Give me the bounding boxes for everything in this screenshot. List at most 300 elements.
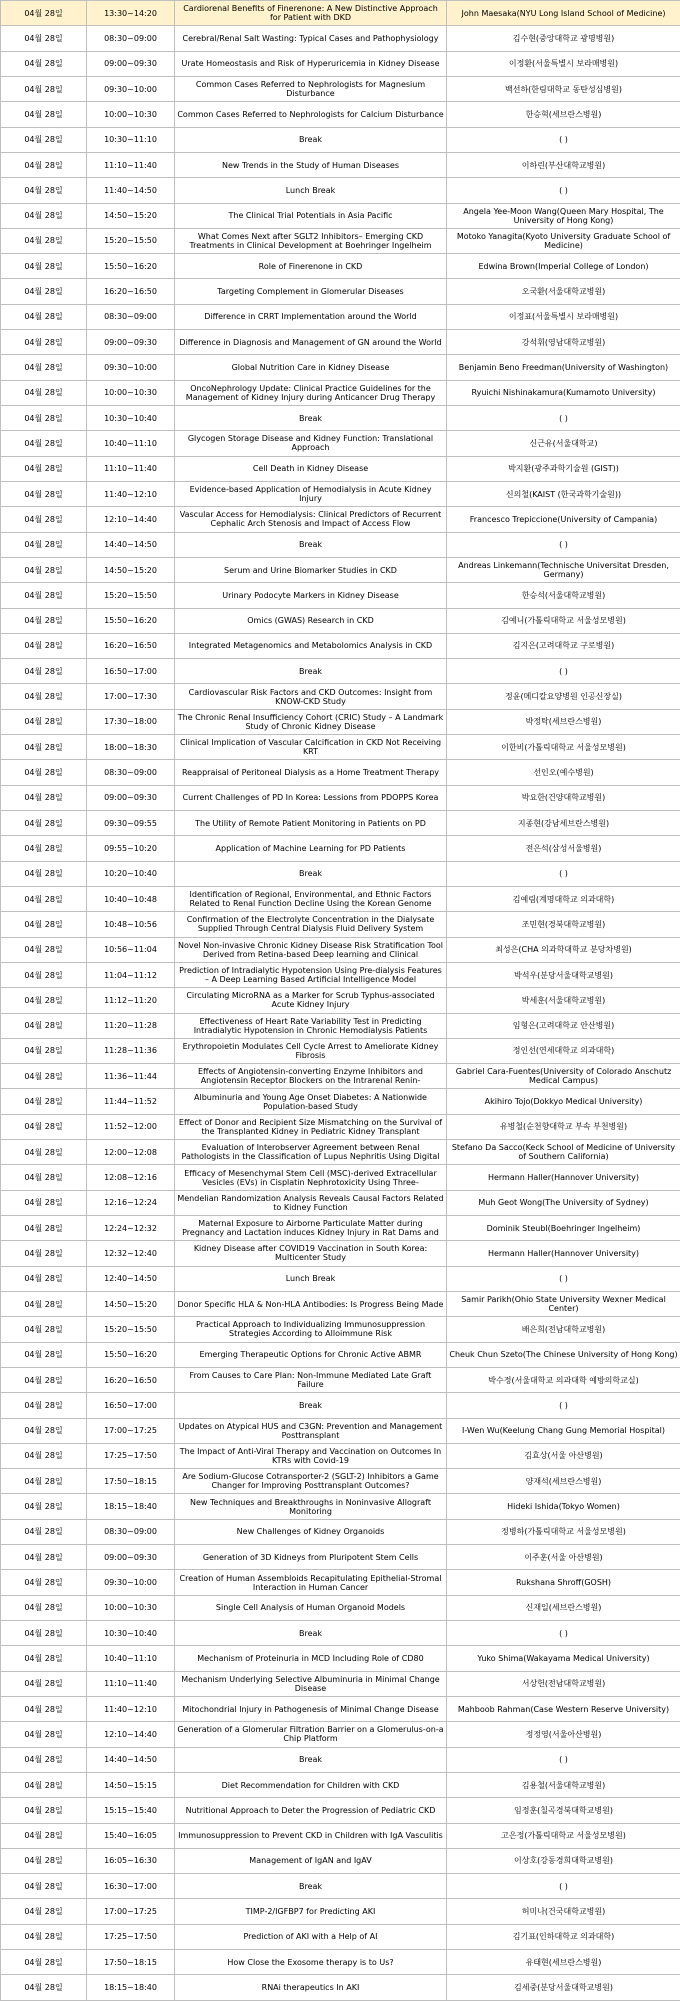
date-cell: 04월 28일 [1,1747,87,1772]
session-title-cell: Omics (GWAS) Research in CKD [175,608,447,633]
date-cell: 04월 28일 [1,178,87,203]
table-row [1,557,680,582]
session-title-cell: Immunosuppression to Prevent CKD in Children with IgA Vasculitis [175,1823,447,1848]
time-cell: 09:30~10:00 [87,76,175,101]
date-cell: 04월 28일 [1,1469,87,1494]
date-cell: 04월 28일 [1,1494,87,1519]
speaker-cell: ( ) [447,1874,680,1899]
table-row [1,456,680,481]
table-row [1,861,680,886]
table-row [1,507,680,532]
table-row [1,355,680,380]
date-cell: 04월 28일 [1,481,87,506]
session-title-cell: Serum and Urine Biomarker Studies in CKD [175,557,447,582]
session-title-cell: Break [175,1621,447,1646]
speaker-cell: 이주훈(서울 아산병원) [447,1545,680,1570]
speaker-cell: Ryuichi Nishinakamura(Kumamoto University) [447,380,680,405]
session-title-cell: Identification of Regional, Environmental, and Ethnic Factors Related to Renal Function Decline Using the Korean Genome [175,886,447,911]
session-title-cell: The Impact of Anti-Viral Therapy and Vaccination on Outcomes In KTRs with Covid-19 [175,1443,447,1468]
table-row [1,684,680,709]
table-row [1,127,680,152]
session-title-cell: Break [175,406,447,431]
speaker-cell: 김예니(가톨릭대학교 서울성모병원) [447,608,680,633]
table-row [1,178,680,203]
session-title-cell: Targeting Complement in Glomerular Diseases [175,279,447,304]
time-cell: 17:30~18:00 [87,709,175,734]
date-cell: 04월 28일 [1,1975,87,2001]
session-title-cell: TIMP-2/IGFBP7 for Predicting AKI [175,1899,447,1924]
table-row [1,962,680,987]
speaker-cell: 지종현(강남세브란스병원) [447,811,680,836]
time-cell: 14:50~15:15 [87,1772,175,1797]
time-cell: 11:10~11:40 [87,456,175,481]
speaker-cell: Francesco Trepiccione(University of Campania) [447,507,680,532]
speaker-cell: 박요한(건양대학교병원) [447,785,680,810]
time-cell: 11:40~14:50 [87,178,175,203]
date-cell: 04월 28일 [1,633,87,658]
speaker-cell: Edwina Brown(Imperial College of London) [447,254,680,279]
date-cell: 04월 28일 [1,26,87,51]
date-cell: 04월 28일 [1,1165,87,1190]
time-cell: 09:55~10:20 [87,836,175,861]
time-cell: 16:50~17:00 [87,1393,175,1418]
table-row [1,330,680,355]
session-title-cell: Mechanism Underlying Selective Albuminuria in Minimal Change Disease [175,1671,447,1696]
date-cell: 04월 28일 [1,279,87,304]
speaker-cell: ( ) [447,659,680,684]
time-cell: 09:30~10:00 [87,1570,175,1595]
speaker-cell: 박지환(광주과학기술원 (GIST)) [447,456,680,481]
date-cell: 04월 28일 [1,962,87,987]
speaker-cell: 정병하(가톨릭대학교 서울성모병원) [447,1519,680,1544]
table-row [1,1114,680,1139]
date-cell: 04월 28일 [1,228,87,253]
time-cell: 17:50~18:15 [87,1950,175,1975]
session-title-cell: OncoNephrology Update: Clinical Practice Guidelines for the Management of Kidney Injury during Anticancer Drug Therapy [175,380,447,405]
date-cell: 04월 28일 [1,1671,87,1696]
date-cell: 04월 28일 [1,1,87,26]
table-row [1,532,680,557]
time-cell: 09:00~09:30 [87,1545,175,1570]
session-title-cell: New Trends in the Study of Human Diseases [175,152,447,177]
session-title-cell: The Utility of Remote Patient Monitoring in Patients on PD [175,811,447,836]
session-title-cell: Difference in Diagnosis and Management of GN around the World [175,330,447,355]
table-row [1,1570,680,1595]
date-cell: 04월 28일 [1,659,87,684]
speaker-cell: 최성은(CHA 의과학대학교 분당차병원) [447,937,680,962]
time-cell: 11:40~12:10 [87,1696,175,1721]
session-title-cell: Break [175,1874,447,1899]
date-cell: 04월 28일 [1,1646,87,1671]
session-title-cell: Current Challenges of PD In Korea: Lessions from PDOPPS Korea [175,785,447,810]
date-cell: 04월 28일 [1,811,87,836]
time-cell: 11:44~11:52 [87,1089,175,1114]
time-cell: 12:24~12:32 [87,1216,175,1241]
session-title-cell: The Clinical Trial Potentials in Asia Pacific [175,203,447,228]
date-cell: 04월 28일 [1,1089,87,1114]
session-title-cell: Common Cases Referred to Nephrologists for Calcium Disturbance [175,102,447,127]
speaker-cell: Yuko Shima(Wakayama Medical University) [447,1646,680,1671]
table-row [1,1266,680,1291]
time-cell: 16:20~16:50 [87,633,175,658]
date-cell: 04월 28일 [1,1545,87,1570]
table-row [1,1291,680,1316]
date-cell: 04월 28일 [1,1772,87,1797]
table-row [1,1418,680,1443]
date-cell: 04월 28일 [1,1393,87,1418]
date-cell: 04월 28일 [1,1874,87,1899]
session-title-cell: How Close the Exosome therapy is to Us? [175,1950,447,1975]
table-row [1,886,680,911]
time-cell: 17:50~18:15 [87,1469,175,1494]
time-cell: 10:30~11:10 [87,127,175,152]
speaker-cell: Samir Parikh(Ohio State University Wexner Medical Center) [447,1291,680,1316]
time-cell: 18:15~18:40 [87,1494,175,1519]
speaker-cell: Andreas Linkemann(Technische Universitat Dresden, Germany) [447,557,680,582]
table-row [1,659,680,684]
speaker-cell: John Maesaka(NYU Long Island School of Medicine) [447,1,680,26]
table-row [1,203,680,228]
table-row [1,1874,680,1899]
table-row [1,988,680,1013]
date-cell: 04월 28일 [1,886,87,911]
table-row [1,406,680,431]
date-cell: 04월 28일 [1,988,87,1013]
session-title-cell: Integrated Metagenomics and Metabolomics Analysis in CKD [175,633,447,658]
speaker-cell: Motoko Yanagita(Kyoto University Graduate School of Medicine) [447,228,680,253]
table-row [1,279,680,304]
time-cell: 10:00~10:30 [87,1595,175,1620]
time-cell: 14:40~14:50 [87,532,175,557]
speaker-cell: 한승석(서울대학교병원) [447,583,680,608]
table-row [1,1,680,26]
session-title-cell: New Challenges of Kidney Organoids [175,1519,447,1544]
speaker-cell: Cheuk Chun Szeto(The Chinese University of Hong Kong) [447,1342,680,1367]
table-row [1,1241,680,1266]
session-title-cell: Erythropoietin Modulates Cell Cycle Arrest to Ameliorate Kidney Fibrosis [175,1038,447,1063]
time-cell: 08:30~09:00 [87,1519,175,1544]
session-title-cell: Donor Specific HLA & Non-HLA Antibodies: Is Progress Being Made [175,1291,447,1316]
session-title-cell: Maternal Exposure to Airborne Particulate Matter during Pregnancy and Lactation induces Kidney Injury in Rat Dams and [175,1216,447,1241]
date-cell: 04월 28일 [1,102,87,127]
date-cell: 04월 28일 [1,912,87,937]
speaker-cell: 유태현(세브란스병원) [447,1950,680,1975]
time-cell: 12:40~14:50 [87,1266,175,1291]
table-row [1,709,680,734]
speaker-cell: 전은석(삼성서울병원) [447,836,680,861]
date-cell: 04월 28일 [1,1950,87,1975]
time-cell: 13:30~14:20 [87,1,175,26]
speaker-cell: Dominik Steubl(Boehringer Ingelheim) [447,1216,680,1241]
time-cell: 10:00~10:30 [87,380,175,405]
date-cell: 04월 28일 [1,1140,87,1165]
table-row [1,836,680,861]
date-cell: 04월 28일 [1,608,87,633]
time-cell: 15:15~15:40 [87,1798,175,1823]
date-cell: 04월 28일 [1,583,87,608]
session-title-cell: Urinary Podocyte Markers in Kidney Disease [175,583,447,608]
table-row [1,1317,680,1342]
speaker-cell: ( ) [447,1621,680,1646]
table-row [1,76,680,101]
speaker-cell: 유병철(순천향대학교 부속 부천병원) [447,1114,680,1139]
table-row [1,152,680,177]
table-row [1,1367,680,1392]
table-row [1,735,680,760]
session-title-cell: Creation of Human Assembloids Recapitulating Epithelial-Stromal Interaction in Human Cancer [175,1570,447,1595]
speaker-cell: ( ) [447,178,680,203]
table-row [1,785,680,810]
table-row [1,254,680,279]
date-cell: 04월 28일 [1,456,87,481]
speaker-cell: ( ) [447,406,680,431]
time-cell: 08:30~09:00 [87,760,175,785]
date-cell: 04월 28일 [1,1367,87,1392]
time-cell: 16:20~16:50 [87,279,175,304]
session-title-cell: Diet Recommendation for Children with CKD [175,1772,447,1797]
date-cell: 04월 28일 [1,406,87,431]
table-row [1,1494,680,1519]
table-row [1,380,680,405]
table-row [1,937,680,962]
date-cell: 04월 28일 [1,380,87,405]
time-cell: 09:30~09:55 [87,811,175,836]
time-cell: 14:50~15:20 [87,557,175,582]
date-cell: 04월 28일 [1,1899,87,1924]
time-cell: 15:50~16:20 [87,608,175,633]
time-cell: 10:20~10:40 [87,861,175,886]
session-title-cell: Management of IgAN and IgAV [175,1848,447,1873]
session-title-cell: What Comes Next after SGLT2 Inhibitors– Emerging CKD Treatments in Clinical Development at Boehringer Ingelheim [175,228,447,253]
session-title-cell: Novel Non-invasive Chronic Kidney Disease Risk Stratification Tool Derived from Retina-based Deep learning and Clinical [175,937,447,962]
date-cell: 04월 28일 [1,1621,87,1646]
date-cell: 04월 28일 [1,203,87,228]
session-title-cell: Kidney Disease after COVID19 Vaccination in South Korea: Multicenter Study [175,1241,447,1266]
time-cell: 18:00~18:30 [87,735,175,760]
session-title-cell: Break [175,659,447,684]
speaker-cell: 정인선(연세대학교 의과대학) [447,1038,680,1063]
table-row [1,1747,680,1772]
date-cell: 04월 28일 [1,1848,87,1873]
speaker-cell: 박수정(서울대학교 의과대학 예방의학교실) [447,1367,680,1392]
speaker-cell: 고은정(가톨릭대학교 서울성모병원) [447,1823,680,1848]
date-cell: 04월 28일 [1,836,87,861]
session-title-cell: Difference in CRRT Implementation around the World [175,304,447,329]
speaker-cell: 이정표(서울특별시 보라매병원) [447,304,680,329]
table-row [1,1064,680,1089]
time-cell: 16:05~16:30 [87,1848,175,1873]
date-cell: 04월 28일 [1,785,87,810]
table-row [1,1798,680,1823]
date-cell: 04월 28일 [1,355,87,380]
time-cell: 11:10~11:40 [87,1671,175,1696]
table-row [1,1696,680,1721]
session-title-cell: Mechanism of Proteinuria in MCD Including Role of CD80 [175,1646,447,1671]
time-cell: 09:30~10:00 [87,355,175,380]
time-cell: 11:10~11:40 [87,152,175,177]
speaker-cell: Hideki Ishida(Tokyo Women) [447,1494,680,1519]
speaker-cell: ( ) [447,861,680,886]
session-title-cell: From Causes to Care Plan: Non-Immune Mediated Late Graft Failure [175,1367,447,1392]
table-row [1,1393,680,1418]
session-title-cell: Prediction of AKI with a Help of AI [175,1924,447,1949]
time-cell: 10:48~10:56 [87,912,175,937]
time-cell: 16:30~17:00 [87,1874,175,1899]
speaker-cell: Benjamin Beno Freedman(University of Washington) [447,355,680,380]
date-cell: 04월 28일 [1,1342,87,1367]
speaker-cell: Stefano Da Sacco(Keck School of Medicine of University of Southern California) [447,1140,680,1165]
table-row [1,1216,680,1241]
table-row [1,1038,680,1063]
time-cell: 12:10~14:40 [87,1722,175,1747]
session-title-cell: Circulating MicroRNA as a Marker for Scrub Typhus-associated Acute Kidney Injury [175,988,447,1013]
speaker-cell: ( ) [447,127,680,152]
session-title-cell: Global Nutrition Care in Kidney Disease [175,355,447,380]
session-title-cell: Break [175,861,447,886]
speaker-cell: Mahboob Rahman(Case Western Reserve University) [447,1696,680,1721]
speaker-cell: 이한비(가톨릭대학교 서울성모병원) [447,735,680,760]
session-title-cell: Vascular Access for Hemodialysis: Clinical Predictors of Recurrent Cephalic Arch Stenosis and Impact of Access Flow [175,507,447,532]
time-cell: 14:40~14:50 [87,1747,175,1772]
date-cell: 04월 28일 [1,861,87,886]
table-row [1,1342,680,1367]
speaker-cell: 박세훈(서울대학교병원) [447,988,680,1013]
speaker-cell: 한승혁(세브란스병원) [447,102,680,127]
date-cell: 04월 28일 [1,1013,87,1038]
session-title-cell: Role of Finerenone in CKD [175,254,447,279]
date-cell: 04월 28일 [1,709,87,734]
time-cell: 10:00~10:30 [87,102,175,127]
date-cell: 04월 28일 [1,1216,87,1241]
time-cell: 15:20~15:50 [87,583,175,608]
date-cell: 04월 28일 [1,76,87,101]
date-cell: 04월 28일 [1,330,87,355]
time-cell: 11:12~11:20 [87,988,175,1013]
session-title-cell: Effects of Angiotensin-converting Enzyme Inhibitors and Angiotensin Receptor Blockers on the Intrarenal Renin- [175,1064,447,1089]
table-row [1,1646,680,1671]
time-cell: 11:36~11:44 [87,1064,175,1089]
speaker-cell: 김지은(고려대학교 구로병원) [447,633,680,658]
table-row [1,51,680,76]
speaker-cell: 김세중(분당서울대학교병원) [447,1975,680,2001]
table-row [1,431,680,456]
session-title-cell: Updates on Atypical HUS and C3GN: Prevention and Management Posttransplant [175,1418,447,1443]
speaker-cell: 임정훈(칠곡경북대학교병원) [447,1798,680,1823]
time-cell: 17:25~17:50 [87,1924,175,1949]
speaker-cell: Hermann Haller(Hannover University) [447,1241,680,1266]
table-row [1,633,680,658]
date-cell: 04월 28일 [1,1291,87,1316]
session-title-cell: Cardiovascular Risk Factors and CKD Outcomes: Insight from KNOW-CKD Study [175,684,447,709]
time-cell: 17:00~17:25 [87,1418,175,1443]
time-cell: 17:00~17:30 [87,684,175,709]
table-row [1,481,680,506]
session-title-cell: Break [175,127,447,152]
time-cell: 17:00~17:25 [87,1899,175,1924]
time-cell: 11:04~11:12 [87,962,175,987]
table-row [1,1140,680,1165]
table-row [1,304,680,329]
time-cell: 09:00~09:30 [87,330,175,355]
speaker-cell: 이정환(서울특별시 보라매병원) [447,51,680,76]
session-title-cell: Common Cases Referred to Nephrologists for Magnesium Disturbance [175,76,447,101]
session-title-cell: Mitochondrial Injury in Pathogenesis of Minimal Change Disease [175,1696,447,1721]
time-cell: 16:50~17:00 [87,659,175,684]
session-title-cell: Nutritional Approach to Deter the Progression of Pediatric CKD [175,1798,447,1823]
table-row [1,583,680,608]
date-cell: 04월 28일 [1,760,87,785]
table-row [1,1924,680,1949]
time-cell: 12:10~14:40 [87,507,175,532]
date-cell: 04월 28일 [1,557,87,582]
date-cell: 04월 28일 [1,1443,87,1468]
session-title-cell: Efficacy of Mesenchymal Stem Cell (MSC)-derived Extracellular Vesicles (EVs) in Cisplatin Nephrotoxicity Using Three- [175,1165,447,1190]
date-cell: 04월 28일 [1,304,87,329]
date-cell: 04월 28일 [1,937,87,962]
speaker-cell: ( ) [447,532,680,557]
session-title-cell: Cerebral/Renal Salt Wasting: Typical Cases and Pathophysiology [175,26,447,51]
speaker-cell: 정윤(메디칼요양병원 인공신장실) [447,684,680,709]
session-title-cell: RNAi therapeutics In AKI [175,1975,447,2001]
table-row [1,1848,680,1873]
time-cell: 15:40~16:05 [87,1823,175,1848]
table-row [1,811,680,836]
session-title-cell: Are Sodium-Glucose Cotransporter-2 (SGLT-2) Inhibitors a Game Changer for Improving Posttransplant Outcomes? [175,1469,447,1494]
time-cell: 10:56~11:04 [87,937,175,962]
date-cell: 04월 28일 [1,507,87,532]
time-cell: 10:30~10:40 [87,1621,175,1646]
session-title-cell: Clinical Implication of Vascular Calcification in CKD Not Receiving KRT [175,735,447,760]
table-row [1,1722,680,1747]
table-row [1,1595,680,1620]
date-cell: 04월 28일 [1,1317,87,1342]
date-cell: 04월 28일 [1,1595,87,1620]
table-row [1,1519,680,1544]
time-cell: 11:28~11:36 [87,1038,175,1063]
session-title-cell: Lunch Break [175,178,447,203]
session-title-cell: Generation of 3D Kidneys from Pluripotent Stem Cells [175,1545,447,1570]
date-cell: 04월 28일 [1,127,87,152]
speaker-cell: 정정영(서울아산병원) [447,1722,680,1747]
session-title-cell: Lunch Break [175,1266,447,1291]
date-cell: 04월 28일 [1,1266,87,1291]
time-cell: 10:40~11:10 [87,1646,175,1671]
session-title-cell: Evidence-based Application of Hemodialysis in Acute Kidney Injury [175,481,447,506]
session-title-cell: Mendelian Randomization Analysis Reveals Causal Factors Related to Kidney Function [175,1190,447,1215]
speaker-cell: 허미나(건국대학교병원) [447,1899,680,1924]
session-title-cell: Cell Death in Kidney Disease [175,456,447,481]
date-cell: 04월 28일 [1,1190,87,1215]
session-title-cell: Emerging Therapeutic Options for Chronic Active ABMR [175,1342,447,1367]
table-row [1,1443,680,1468]
date-cell: 04월 28일 [1,1722,87,1747]
table-row [1,1671,680,1696]
speaker-cell: 김용철(서울대학교병원) [447,1772,680,1797]
session-title-cell: Cardiorenal Benefits of Finerenone: A New Distinctive Approach for Patient with DKD [175,1,447,26]
table-row [1,102,680,127]
speaker-cell: Hermann Haller(Hannover University) [447,1165,680,1190]
time-cell: 12:32~12:40 [87,1241,175,1266]
table-row [1,608,680,633]
date-cell: 04월 28일 [1,1241,87,1266]
time-cell: 15:50~16:20 [87,254,175,279]
table-row [1,1950,680,1975]
time-cell: 16:20~16:50 [87,1367,175,1392]
time-cell: 17:25~17:50 [87,1443,175,1468]
session-title-cell: Break [175,532,447,557]
time-cell: 18:15~18:40 [87,1975,175,2001]
session-title-cell: Generation of a Glomerular Filtration Barrier on a Glomerulus-on-a Chip Platform [175,1722,447,1747]
